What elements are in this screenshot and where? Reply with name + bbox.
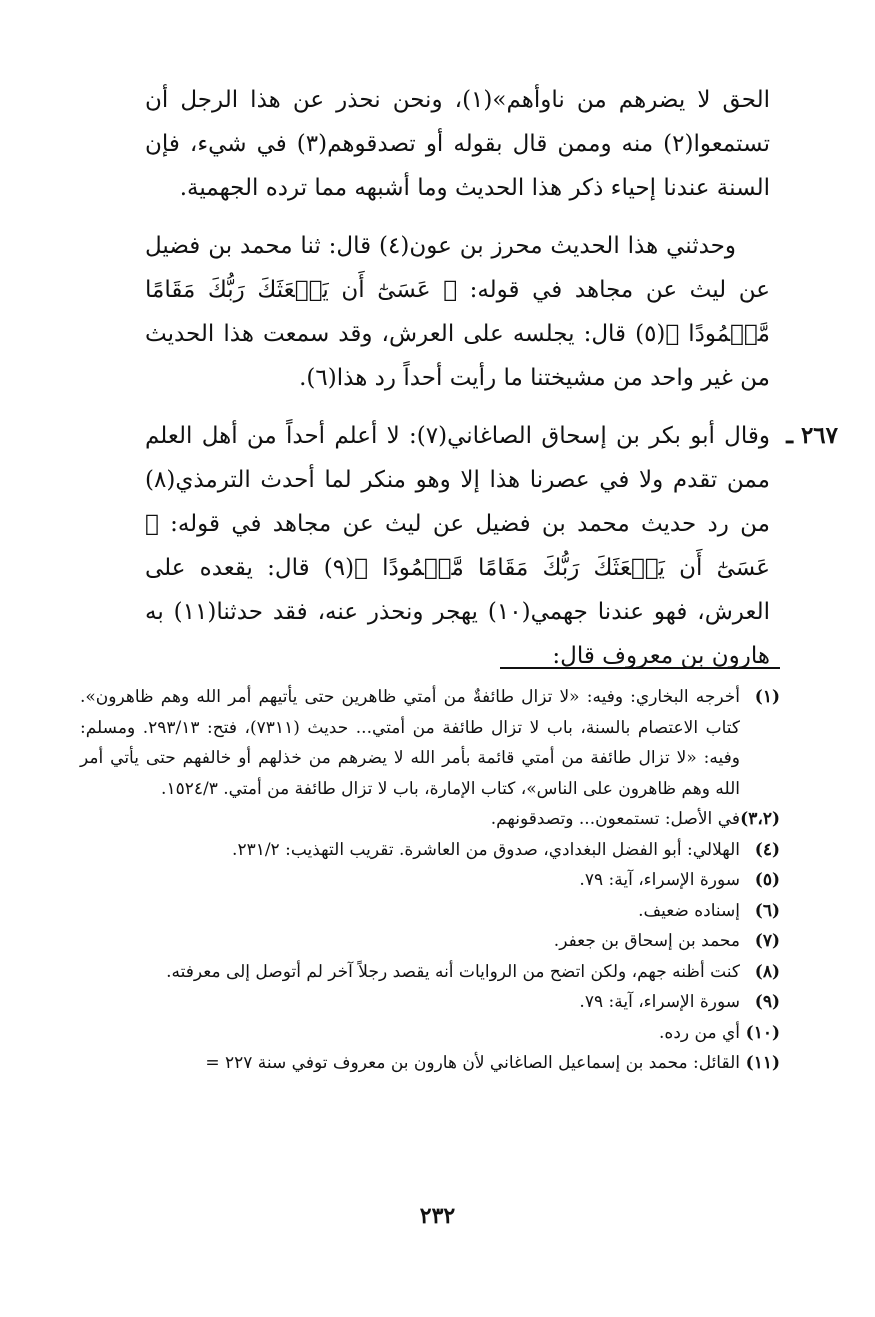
footnote-number: (١٠) (745, 1022, 780, 1043)
footnote-number: (٨) (754, 961, 780, 982)
footnote-number: (٣،٢) (740, 809, 780, 829)
footnote-number: (٤) (754, 839, 780, 860)
footnote-4 (80, 835, 780, 866)
footnote-text: القائل: محمد بن إسماعيل الصاغاني لأن هارون بن معروف توفي سنة ٢٢٧ = (205, 1053, 740, 1073)
footnote-1 (80, 682, 780, 804)
footnote-number: (٥) (754, 870, 780, 890)
footnote-divider (500, 667, 780, 669)
footnote-11 (80, 1048, 780, 1079)
footnote-text: كنت أظنه جهم، ولكن اتضح من الروايات أنه يقصد رجلاً آخر لم أتوصل إلى معرفته. (166, 961, 740, 982)
footnote-2-3 (80, 804, 780, 835)
paragraph-3: وقال أبو بكر بن إسحاق الصاغاني(٧): لا أعلم أحداً من أهل العلم ممن تقدم ولا في عصرنا هذا إلا وهو منكر لما أحدث الترمذي(٨) من رد حديث محمد بن فضيل عن ليث عن مجاهد في قوله: ﴿ عَسَىٰٓ أَن يَبۡعَثَكَ رَبُّكَ مَقَامًا مَّحۡمُودًا ﴾(٩) قال: يقعده على العرش، فهو عندنا جهمي(١٠) يهجر ونحذر عنه، فقد حدثنا(١١) به هارون بن معروف قال: (145, 423, 771, 669)
footnote-number: (٧) (754, 931, 780, 951)
main-text (145, 78, 838, 678)
footnote-text: سورة الإسراء، آية: ٧٩. (579, 870, 740, 890)
footnote-text: محمد بن إسحاق بن جعفر. (553, 931, 740, 951)
footnote-text: أخرجه البخاري: وفيه: «لا تزال طائفةٌ من أمتي ظاهرين حتى يأتيهم أمر الله وهم ظاهرون». كتاب الاعتصام بالسنة، باب لا تزال طائفة من أمتي... حديث (٧٣١١)، فتح: ٢٩٣/١٣. ومسلم: وفيه: «لا تزال طائفة من أمتي قائمة بأمر الله لا يضرهم من خذلهم أو خالفهم حتى يأتي أمر الله وهم ظاهرون على الناس»، كتاب الإمارة، باب لا تزال طائفة من أمتي. ١٥٢٤/٣. (80, 687, 740, 799)
footnote-7 (80, 926, 780, 957)
footnote-text: إسناده ضعيف. (638, 900, 740, 921)
footnotes-list (80, 682, 780, 1079)
page-number: ٢٣٢ (419, 1203, 456, 1229)
footnote-number: (١١) (745, 1053, 780, 1073)
footnote-10 (80, 1018, 780, 1049)
paragraph-1: الحق لا يضرهم من ناوأهم»(١)، ونحن نحذر عن هذا الرجل أن تستمعوا(٢) منه وممن قال بقوله أو تصدقوهم(٣) في شيء، فإن السنة عندنا إحياء ذكر هذا الحديث وما أشبهه مما ترده الجهمية. (145, 87, 770, 201)
footnote-text: الهلالي: أبو الفضل البغدادي، صدوق من العاشرة. تقريب التهذيب: ٢٣١/٢. (232, 839, 740, 860)
footnote-9 (80, 987, 780, 1018)
numbered-paragraph (145, 414, 838, 678)
footnote-text: في الأصل: تستمعون... وتصدقونهم. (490, 809, 740, 829)
footnote-text: أي من رده. (659, 1022, 740, 1043)
paragraph-2: وحدثني هذا الحديث محرز بن عون(٤) قال: ثنا محمد بن فضيل عن ليث عن مجاهد في قوله: ﴿ عَسَىٰٓ أَن يَبۡعَثَكَ رَبُّكَ مَقَامًا مَّحۡمُودًا ﴾(٥) قال: يجلسه على العرش، وقد سمعت هذا الحديث من غير واحد من مشيختنا ما رأيت أحداً رد هذا(٦). (145, 233, 770, 391)
footnote-5 (80, 865, 780, 896)
footnote-number: (٩) (754, 992, 780, 1012)
footnote-6 (80, 896, 780, 927)
paragraph-number: ٢٦٧ ـ (786, 422, 838, 449)
footnote-number: (١) (754, 687, 780, 707)
footnote-text: سورة الإسراء، آية: ٧٩. (579, 992, 740, 1012)
footnote-8 (80, 957, 780, 988)
footnote-number: (٦) (754, 900, 780, 921)
